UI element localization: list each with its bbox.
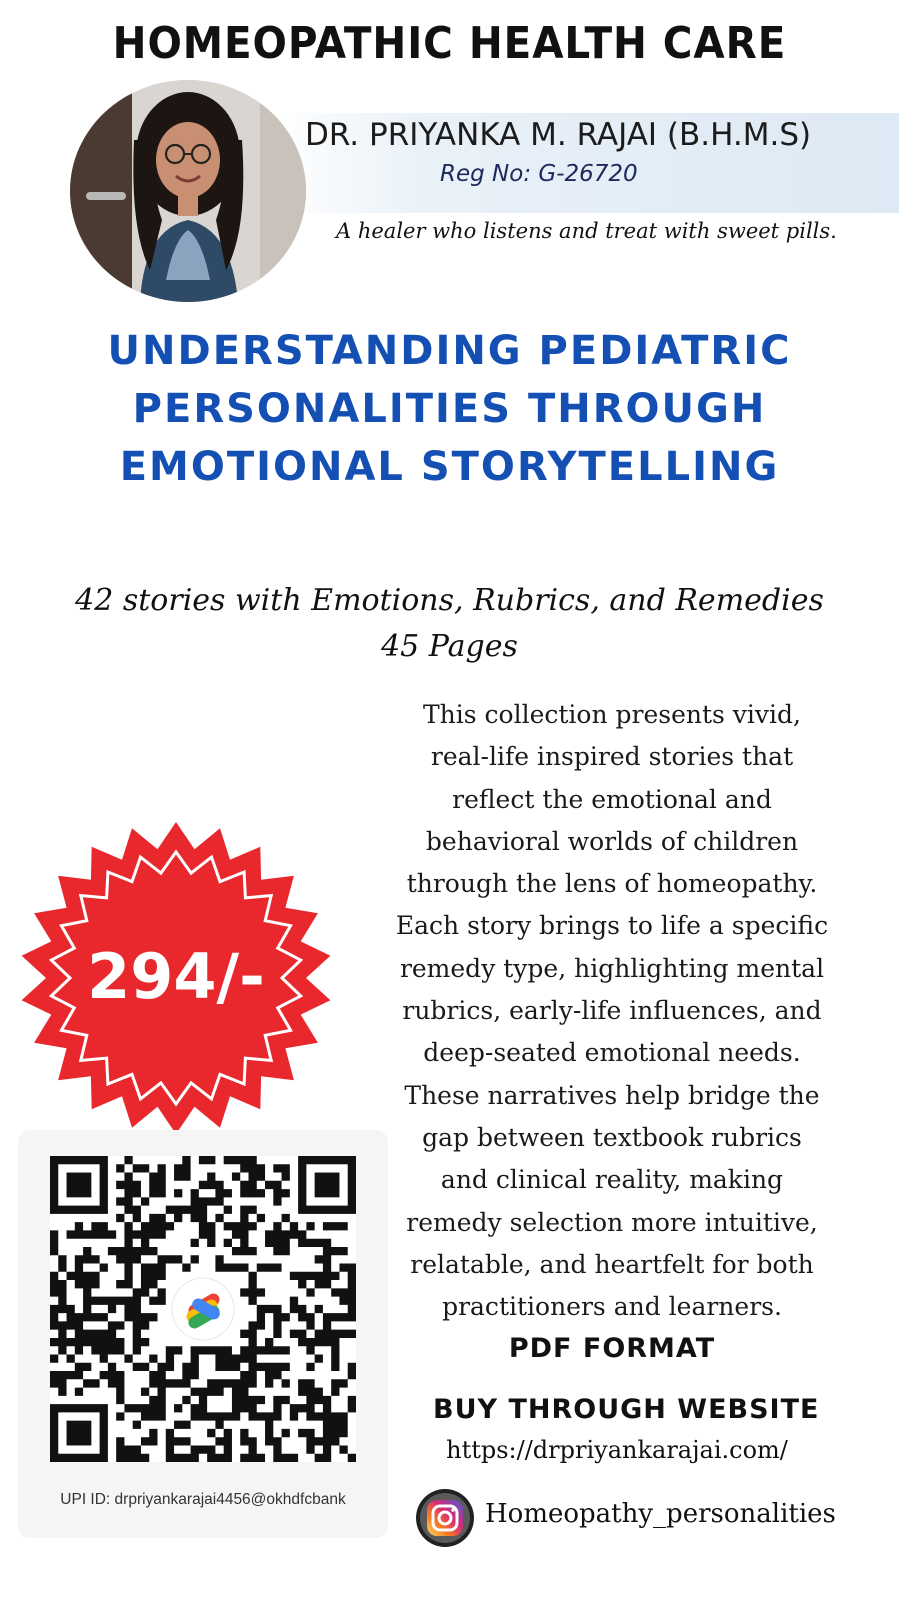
upi-id: UPI ID: drpriyankarajai4456@okhdfcbank xyxy=(60,1491,346,1508)
instagram-handle[interactable]: Homeopathy_personalities xyxy=(485,1499,836,1529)
buy-label: BUY THROUGH WEBSITE xyxy=(433,1394,820,1425)
description-line: behavioral worlds of children xyxy=(425,826,799,856)
description-line: These narratives help bridge the xyxy=(404,1080,820,1110)
doctor-name: DR. PRIYANKA M. RAJAI (B.H.M.S) xyxy=(305,117,812,153)
price-label: 294/- xyxy=(87,940,265,1013)
description-line: and clinical reality, making xyxy=(440,1165,784,1195)
description-line: rubrics, early-life influences, and xyxy=(402,996,822,1026)
qr-finder-pattern xyxy=(315,1173,340,1198)
description-line: real-life inspired stories that xyxy=(430,742,794,772)
description-line: gap between textbook rubrics xyxy=(422,1122,802,1152)
book-subtitle xyxy=(0,578,899,670)
qr-finder-pattern xyxy=(67,1421,92,1446)
registration-number: Reg No: G-26720 xyxy=(440,161,638,187)
description-line: deep-seated emotional needs. xyxy=(423,1038,801,1068)
doctor-photo-illustration xyxy=(70,80,306,302)
website-link[interactable]: https://drpriyankarajai.com/ xyxy=(446,1436,788,1464)
google-pay-icon xyxy=(171,1277,235,1341)
book-description xyxy=(382,694,842,1328)
description-line: Each story brings to life a specific xyxy=(395,911,829,941)
description-line: remedy type, highlighting mental xyxy=(399,953,825,983)
description-line: practitioners and learners. xyxy=(442,1292,782,1322)
book-title-line: PERSONALITIES THROUGH xyxy=(132,386,767,432)
description-line: through the lens of homeopathy. xyxy=(406,869,818,899)
format-label: PDF FORMAT xyxy=(508,1333,716,1364)
google-pay-logo xyxy=(171,1277,235,1341)
tagline: A healer who listens and treat with sweet pills. xyxy=(336,219,837,243)
description-line: relatable, and heartfelt for both xyxy=(410,1249,814,1279)
description-line: This collection presents vivid, xyxy=(422,700,801,729)
book-title xyxy=(0,322,899,496)
page-count: 45 Pages xyxy=(381,629,518,664)
description-line: reflect the emotional and xyxy=(452,784,772,814)
price-badge xyxy=(18,820,334,1136)
clinic-title: HOMEOPATHIC HEALTH CARE xyxy=(112,18,787,69)
book-title-line: UNDERSTANDING PEDIATRIC xyxy=(107,328,792,374)
qr-finder-pattern xyxy=(67,1173,92,1198)
instagram-icon[interactable] xyxy=(415,1488,475,1548)
doctor-photo xyxy=(70,80,306,302)
description-line: remedy selection more intuitive, xyxy=(406,1207,818,1237)
stories-count: 42 stories with Emotions, Rubrics, and Remedies xyxy=(75,583,824,618)
book-title-line: EMOTIONAL STORYTELLING xyxy=(119,444,780,490)
